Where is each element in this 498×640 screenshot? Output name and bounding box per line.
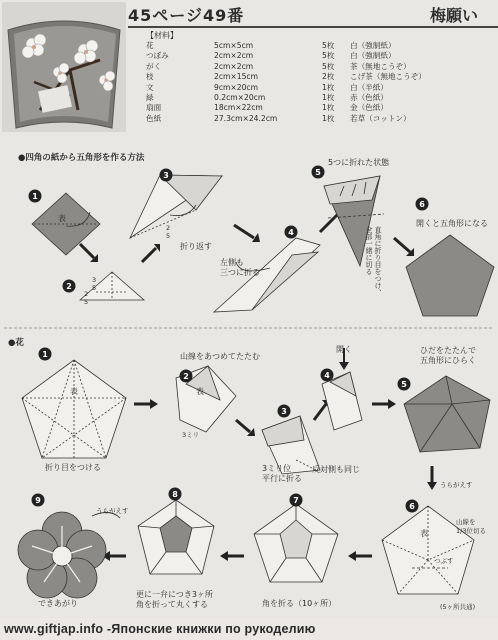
open-label: 開く — [336, 345, 352, 354]
footer-watermark[interactable]: www.giftjap.info -Японские книжки по рукоделию — [0, 618, 498, 640]
s2-front-label: 表 — [70, 387, 78, 396]
materials-row: つぼみ 2cm×2cm 5枚 白（強制紙） — [146, 51, 396, 61]
ratio-num-2: 2 — [84, 290, 89, 298]
s2-step-5: 5 — [401, 380, 407, 389]
done-label: できあがり — [38, 599, 78, 608]
ratio-num-3: 2 — [166, 224, 171, 232]
materials-row: 文 9cm×20cm 1枚 白（半紙） — [146, 82, 388, 92]
model-name: 梅願い — [430, 6, 479, 25]
page-title: 45ページ49番 — [128, 6, 245, 25]
ratio-den-3: 5 — [166, 232, 171, 240]
materials-row: 枝 2cm×15cm 2枚 こげ茶（無地こうぞ） — [146, 72, 426, 82]
section1-title: ●四角の紙から五角形を作る方法 — [18, 153, 145, 163]
s1-step-6: 6 — [419, 200, 425, 209]
materials-row: 花 5cm×5cm 5枚 白（強制紙） — [146, 41, 396, 50]
pinch-label: つぶす — [434, 557, 454, 565]
s2-step6-front: 表 — [420, 529, 428, 538]
s1-step-4: 4 — [288, 228, 294, 237]
other-same-label: 反対側も同じ — [312, 465, 360, 474]
s1-step-3: 3 — [163, 171, 169, 180]
turn-over-label: うらがえす — [440, 481, 473, 489]
ratio-den-2: 5 — [84, 298, 89, 306]
mountain-line-label: 山線を 1/3位切る — [456, 518, 486, 535]
section1-diagrams — [32, 175, 494, 316]
s2-step-2: 2 — [183, 372, 189, 381]
fan-photo — [2, 2, 126, 132]
three-mm-label: 3ミリ — [182, 431, 200, 439]
s2-step-9: 9 — [35, 496, 41, 505]
s2-step-7: 7 — [293, 496, 299, 505]
s2-step-1: 1 — [42, 350, 48, 359]
s2-step-4: 4 — [324, 371, 330, 380]
five-folded-label: 5つに折れた状態 — [328, 158, 390, 167]
s1-step-2: 2 — [66, 282, 72, 291]
fold-corner-label: 角を折る（10ヶ所） — [262, 599, 337, 608]
materials-heading: 【材料】 — [146, 31, 178, 40]
ratio-den-1: 5 — [92, 284, 97, 292]
section2-title: ●花 — [8, 338, 24, 348]
materials-table — [146, 41, 426, 124]
s1-step-5: 5 — [315, 168, 321, 177]
materials-row: 色紙 27.3cm×24.2cm 1枚 若草（コットン） — [146, 113, 411, 123]
s2-step-6: 6 — [409, 502, 415, 511]
fold-back-label: 折り返す — [180, 242, 212, 251]
s2-step2-front: 表 — [196, 387, 204, 396]
s2-step-8: 8 — [172, 490, 178, 499]
s1-step-1: 1 — [32, 192, 38, 201]
turn-over-label-2: うらがえす — [96, 507, 129, 515]
crease-label: 折り目をつける — [45, 463, 101, 472]
ratio-num-1: 3 — [92, 276, 97, 284]
gather-label: 山線をあつめてたたむ — [180, 352, 260, 361]
straight-cut-label: 直角に折り目をつけ、 全部一緒に切る — [365, 226, 382, 296]
materials-row: がく 2cm×2cm 5枚 茶（無地こうぞ） — [146, 61, 411, 71]
three-mm-parallel-label: 3ミリ位 平行に折る — [262, 464, 302, 483]
materials-row: 扇面 18cm×22cm 1枚 金（色紙） — [146, 103, 388, 113]
s1-front-label: 表 — [58, 214, 66, 223]
left-three-label: 左側も 三つに折る — [220, 258, 260, 277]
s2-step-3: 3 — [281, 407, 287, 416]
five-places-label: (5ヶ所共通) — [440, 603, 476, 611]
materials-row: 緑 0.2cm×20cm 1枚 赤（色紙） — [146, 93, 388, 103]
three-more-label: 更に一弁につき3ヶ所 角を折って丸くする — [136, 590, 213, 609]
pleat-label: ひだをたたんで 五角形にひらく — [420, 346, 476, 365]
section2-diagrams — [18, 348, 490, 598]
pentagon-label: 開くと五角形になる — [416, 219, 488, 228]
